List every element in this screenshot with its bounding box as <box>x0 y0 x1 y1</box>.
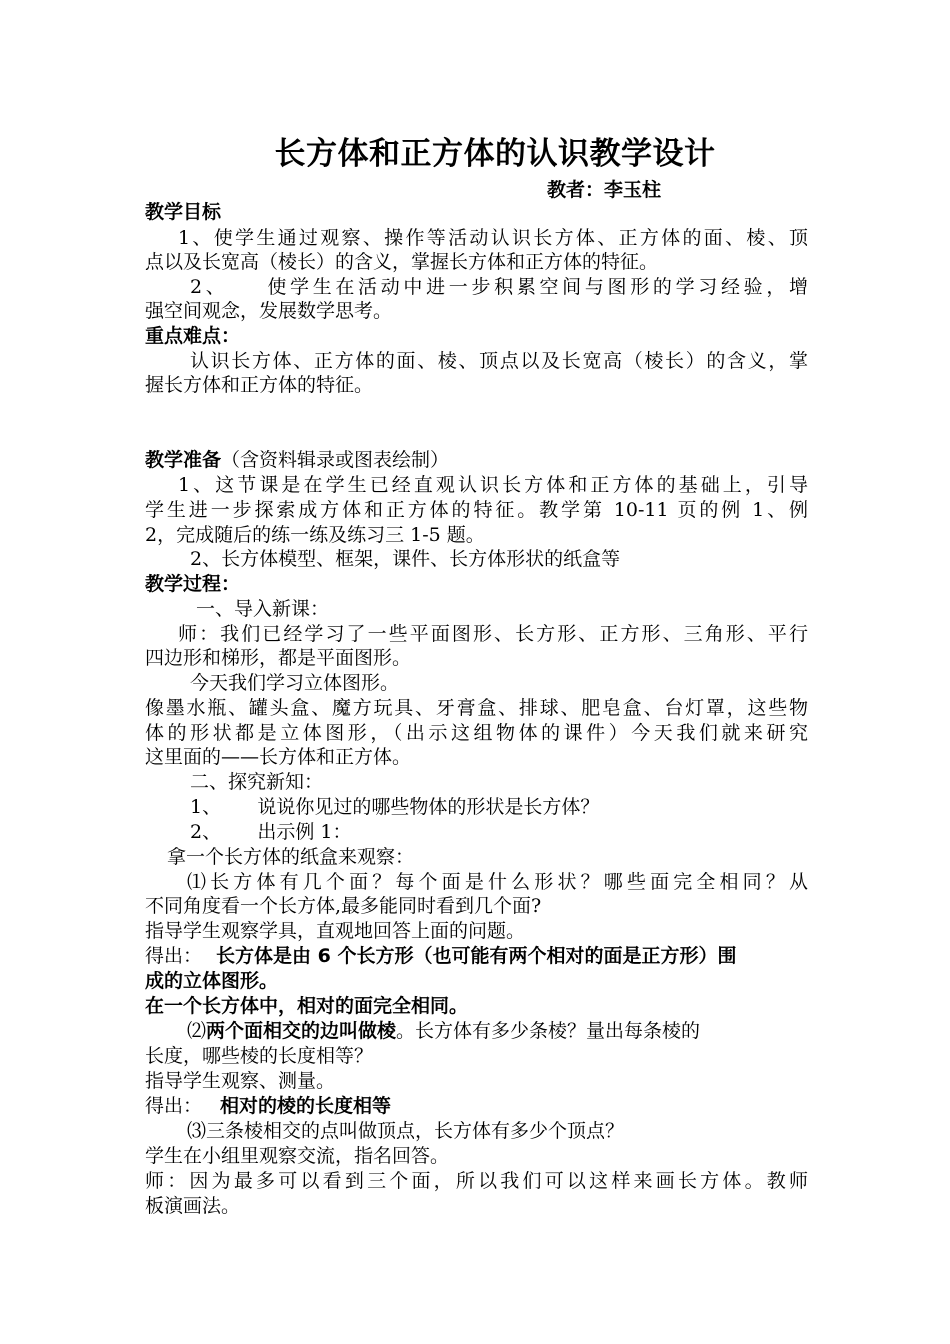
activity-1-line-3: 指导学生观察学具，直观地回答上面的问题。 <box>145 920 526 942</box>
process-p3-line-1: 像墨水瓶、罐头盒、魔方玩具、牙膏盒、排球、肥皂盒、台灯罩，这些物 <box>145 697 808 719</box>
goals-line-3: 2、 使学生在活动中进一步积累空间与图形的学习经验，增 <box>190 276 808 298</box>
activity-1-line-2: 不同角度看一个长方体,最多能同时看到几个面? <box>145 895 542 917</box>
activity-2-rest: 。长方体有多少条棱？量出每条棱的 <box>396 1020 701 1042</box>
question-3: 拿一个长方体的纸盒来观察： <box>167 846 415 868</box>
activity-3-line-4: 板演画法。 <box>145 1195 241 1217</box>
key-heading: 重点难点： <box>145 325 241 347</box>
question-2: 2、 出示例 1： <box>190 821 352 843</box>
activity-1-line-1: ⑴长方体有几个面？每个面是什么形状？哪些面完全相同？从 <box>187 871 808 893</box>
process-p1-line-1: 师：我们已经学习了一些平面图形、长方形、正方形、三角形、平行 <box>178 623 808 645</box>
section-2-title: 二、探究新知： <box>190 771 324 793</box>
activity-2-line-2: 长度，哪些棱的长度相等？ <box>145 1045 374 1067</box>
activity-2-bold: 两个面相交的边叫做棱 <box>206 1020 397 1042</box>
activity-2-prefix: ⑵ <box>187 1020 207 1042</box>
result-1-line-1 <box>145 944 815 968</box>
result-2-text: 相对的棱的长度相等 <box>220 1095 392 1117</box>
activity-3-line-2: 学生在小组里观察交流，指名回答。 <box>145 1145 450 1167</box>
goals-heading: 教学目标 <box>145 201 222 223</box>
result-1-line-3: 在一个长方体中，相对的面完全相同。 <box>145 995 469 1017</box>
prep-line-3: 2，完成随后的练一练及练习三 1-5 题。 <box>145 524 485 546</box>
process-p3-line-2: 体的形状都是立体图形，（出示这组物体的课件）今天我们就来研究 <box>145 722 808 744</box>
section-1-title: 一、导入新课： <box>196 598 330 620</box>
process-p2: 今天我们学习立体图形。 <box>190 672 400 694</box>
key-line-2: 握长方体和正方体的特征。 <box>145 374 374 396</box>
activity-2-line-3: 指导学生观察、测量。 <box>145 1070 336 1092</box>
prep-heading-line <box>145 448 815 472</box>
goals-line-2: 点以及长宽高（棱长）的含义，掌握长方体和正方体的特征。 <box>145 251 659 273</box>
author-line: 教者：李玉柱 <box>547 179 662 201</box>
document-title: 长方体和正方体的认识教学设计 <box>274 136 716 172</box>
process-p3-line-3: 这里面的——长方体和正方体。 <box>145 746 412 768</box>
key-line-1: 认识长方体、正方体的面、棱、顶点以及长宽高（棱长）的含义，掌 <box>190 350 808 372</box>
goals-line-1: 1、使学生通过观察、操作等活动认识长方体、正方体的面、棱、顶 <box>178 227 808 249</box>
process-p1-line-2: 四边形和梯形，都是平面图形。 <box>145 647 412 669</box>
activity-3-line-1: ⑶三条棱相交的点叫做顶点，长方体有多少个顶点？ <box>187 1120 625 1142</box>
result-2-label: 得出： <box>145 1095 203 1117</box>
prep-line-2: 学生进一步探索成方体和正方体的特征。教学第 10-11 页的例 1、例 <box>145 499 808 521</box>
result-2-line <box>145 1094 815 1118</box>
goals-line-4: 强空间观念，发展数学思考。 <box>145 300 393 322</box>
prep-heading: 教学准备 <box>145 449 222 471</box>
activity-3-line-3: 师：因为最多可以看到三个面，所以我们可以这样来画长方体。教师 <box>145 1170 808 1192</box>
prep-heading-note: （含资料辑录或图表绘制） <box>221 449 450 471</box>
prep-line-4: 2、长方体模型、框架，课件、长方体形状的纸盒等 <box>190 548 621 570</box>
result-1-text: 长方体是由 6 个长方形（也可能有两个相对的面是正方形）围 <box>216 945 737 967</box>
result-1-label: 得出： <box>145 945 203 967</box>
result-1-line-2: 成的立体图形。 <box>145 970 279 992</box>
activity-2-line-1 <box>187 1019 857 1043</box>
question-1: 1、 说说你见过的哪些物体的形状是长方体？ <box>190 796 600 818</box>
prep-line-1: 1、这节课是在学生已经直观认识长方体和正方体的基础上，引导 <box>178 474 808 496</box>
process-heading: 教学过程： <box>145 573 241 595</box>
